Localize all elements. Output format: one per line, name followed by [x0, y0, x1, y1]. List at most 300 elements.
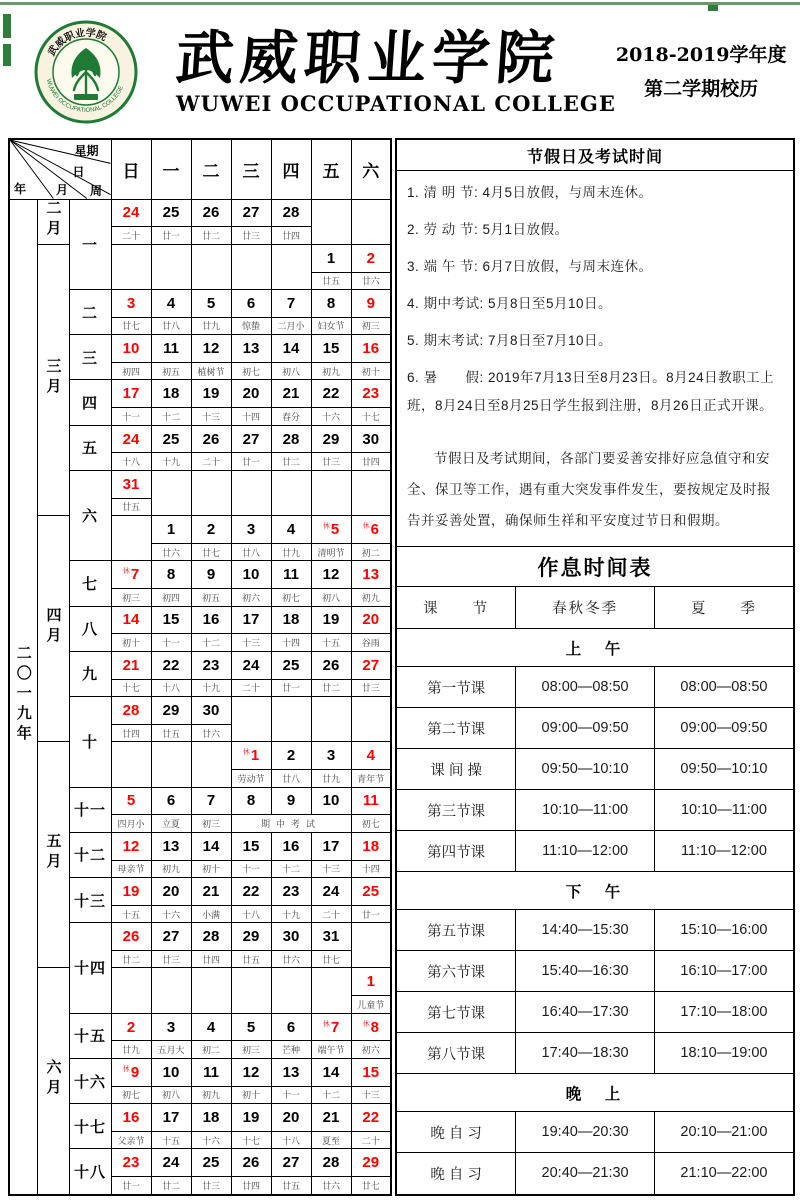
calendar-day-cell: 14	[191, 832, 231, 860]
month-label-cell	[37, 742, 69, 968]
page-header	[0, 0, 800, 138]
lunar-label-cell: 母亲节	[111, 860, 151, 877]
month-label-text: 四月	[44, 606, 62, 647]
schedule-section-row	[397, 629, 793, 667]
schedule-period-cell: 晚 自 习	[397, 1153, 516, 1194]
month-label-text: 三月	[44, 357, 62, 398]
calendar-day-cell: 2	[191, 516, 231, 544]
schedule-time-cell: 14:40—15:30	[516, 910, 655, 951]
lunar-label-cell: 初七	[111, 1086, 151, 1103]
weekday-header-wed: 三	[231, 139, 271, 199]
empty-day-cell	[311, 697, 351, 742]
calendar-day-cell: 6	[151, 787, 191, 815]
lunar-label-cell: 十一	[271, 1086, 311, 1103]
college-title-block	[173, 24, 616, 116]
calendar-day-cell: 30	[351, 425, 391, 453]
calendar-day-cell: 28	[271, 199, 311, 227]
month-label-cell	[37, 968, 69, 1195]
calendar-day-cell: 26	[191, 425, 231, 453]
calendar-day-cell: 26	[231, 1149, 271, 1177]
corner-label-month: 月	[56, 182, 69, 197]
schedule-period-cell: 第八节课	[397, 1033, 516, 1074]
empty-day-cell	[191, 470, 231, 515]
lunar-label-cell: 廿一	[111, 1177, 151, 1195]
empty-day-cell	[271, 244, 311, 289]
holiday-item: 3. 端 午 节: 6月7日放假，与周末连休。	[407, 259, 653, 274]
calendar-day-cell: 27	[231, 199, 271, 227]
calendar-day-cell: 4	[191, 1013, 231, 1041]
lunar-label-cell: 廿四	[351, 453, 391, 470]
calendar-day-cell: 29	[311, 425, 351, 453]
holiday-mark: 休	[322, 1020, 330, 1028]
lunar-label-cell: 廿一	[271, 679, 311, 696]
schedule-header-summer: 夏 季	[654, 587, 793, 629]
calendar-date-row	[9, 244, 391, 272]
schedule-section-row	[397, 1074, 793, 1112]
calendar-day-cell: 10	[151, 1058, 191, 1086]
calendar-day-cell: 20	[151, 878, 191, 906]
lunar-label-cell: 十五	[151, 1131, 191, 1148]
calendar-day-cell: 1	[311, 244, 351, 272]
college-seal-logo	[34, 20, 138, 124]
calendar-day-cell: 26	[191, 199, 231, 227]
calendar-day-cell: 23	[111, 1149, 151, 1177]
lunar-label-cell: 廿二	[311, 679, 351, 696]
schedule-period-cell: 晚 自 习	[397, 1112, 516, 1153]
lunar-label-cell: 端午节	[311, 1041, 351, 1058]
calendar-day-cell: 27	[351, 651, 391, 679]
month-label-text: 六月	[44, 1058, 62, 1099]
semester-line: 第二学期校历	[644, 78, 759, 100]
week-number-cell: 十一	[69, 787, 111, 832]
lunar-label-cell: 初七	[271, 589, 311, 606]
calendar-day-cell: 27	[151, 923, 191, 951]
calendar-day-cell: 28	[191, 923, 231, 951]
calendar-header-row	[9, 139, 391, 199]
schedule-time-cell: 11:10—12:00	[654, 831, 793, 872]
schedule-row	[397, 1153, 793, 1194]
logo-arc-bottom-text: WUWEI OCCUPATIONAL COLLEGE	[44, 78, 125, 115]
lunar-label-cell: 廿六	[271, 951, 311, 968]
calendar-day-cell: 25	[351, 878, 391, 906]
lunar-label-cell: 廿八	[151, 317, 191, 334]
holiday-item: 1. 清 明 节: 4月5日放假，与周末连休。	[407, 185, 653, 200]
calendar-day-cell: 6	[271, 1013, 311, 1041]
calendar-day-cell: 8	[151, 561, 191, 589]
calendar-day-cell: 26	[111, 923, 151, 951]
calendar-day-cell: 21	[311, 1104, 351, 1132]
calendar-day-cell: 22	[151, 651, 191, 679]
calendar-day-cell: 11	[191, 1058, 231, 1086]
lunar-label-cell: 春分	[271, 408, 311, 425]
schedule-time-cell: 08:00—08:50	[654, 667, 793, 708]
calendar-day-cell: 25	[151, 425, 191, 453]
weekday-header-mon: 一	[151, 139, 191, 199]
calendar-day-cell: 6	[231, 289, 271, 317]
lunar-label-cell: 廿三	[311, 453, 351, 470]
schedule-row	[397, 951, 793, 992]
calendar-day-cell: $^休$8	[351, 1013, 391, 1041]
week-number-cell: 三	[69, 335, 111, 380]
lunar-label-cell: 夏至	[311, 1131, 351, 1148]
schedule-time-cell: 17:10—18:00	[654, 992, 793, 1033]
week-number-cell: 八	[69, 606, 111, 651]
logo-arc-top-text: 武威职业学院	[46, 27, 108, 59]
academic-year-line: 2018-2019学年度	[615, 43, 787, 66]
schedule-period-cell: 第一节课	[397, 667, 516, 708]
calendar-day-cell: 17	[111, 380, 151, 408]
schedule-time-cell: 09:00—09:50	[516, 708, 655, 749]
calendar-day-cell: $^休$9	[111, 1058, 151, 1086]
week-number-cell: 十三	[69, 878, 111, 923]
lunar-label-cell: 十九	[271, 905, 311, 922]
corner-label-day: 日	[72, 165, 85, 179]
lunar-label-cell: 十二	[311, 1086, 351, 1103]
schedule-time-cell: 11:10—12:00	[516, 831, 655, 872]
schedule-time-cell: 09:50—10:10	[516, 749, 655, 790]
schedule-period-cell: 第四节课	[397, 831, 516, 872]
calendar-day-cell: 1	[151, 516, 191, 544]
lunar-label-cell: 初九	[351, 589, 391, 606]
lunar-label-cell: 初六	[351, 1041, 391, 1058]
lunar-label-cell: 廿二	[151, 1177, 191, 1195]
lunar-label-cell: 廿四	[191, 951, 231, 968]
schedule-time-cell: 08:00—08:50	[516, 667, 655, 708]
weekday-header-thu: 四	[271, 139, 311, 199]
lunar-label-cell: 二十	[231, 679, 271, 696]
schedule-row	[397, 831, 793, 872]
lunar-label-cell: 廿三	[151, 951, 191, 968]
calendar-day-cell: 25	[151, 199, 191, 227]
calendar-day-cell: 31	[111, 470, 151, 498]
holiday-mark: 休	[362, 1020, 370, 1028]
calendar-day-cell: 2	[271, 742, 311, 770]
calendar-day-cell: 15	[351, 1058, 391, 1086]
class-schedule-table	[397, 586, 793, 1194]
lunar-label-cell: 五月大	[151, 1041, 191, 1058]
lunar-label-cell: 十五	[311, 634, 351, 651]
lunar-label-cell: 妇女节	[311, 317, 351, 334]
lunar-label-cell: 廿一	[231, 453, 271, 470]
holiday-item: 2. 劳 动 节: 5月1日放假。	[407, 222, 569, 237]
lunar-label-cell: 廿九	[271, 543, 311, 560]
lunar-label-cell: 廿四	[271, 227, 311, 244]
lunar-label-cell: 初十	[111, 634, 151, 651]
lunar-label-cell: 十三	[311, 860, 351, 877]
calendar-day-cell: 18	[191, 1104, 231, 1132]
empty-day-cell	[111, 968, 151, 1013]
lunar-label-cell: 廿三	[351, 679, 391, 696]
calendar-day-cell: 19	[231, 1104, 271, 1132]
lunar-label-cell: 廿一	[351, 905, 391, 922]
lunar-label-cell: 廿七	[111, 317, 151, 334]
week-number-cell: 四	[69, 380, 111, 425]
calendar-day-cell: 24	[151, 1149, 191, 1177]
empty-day-cell	[151, 244, 191, 289]
calendar-day-cell: 1	[351, 968, 391, 996]
calendar-day-cell: 23	[351, 380, 391, 408]
lunar-label-cell: 十六	[191, 1131, 231, 1148]
lunar-label-cell: 十四	[351, 860, 391, 877]
calendar-day-cell: 21	[191, 878, 231, 906]
calendar-day-cell: 17	[311, 832, 351, 860]
calendar-day-cell: 13	[351, 561, 391, 589]
lunar-label-cell: 初九	[151, 860, 191, 877]
lunar-label-cell: 十九	[151, 453, 191, 470]
holiday-item: 4. 期中考试: 5月8日至5月10日。	[407, 296, 613, 311]
lunar-label-cell: 初三	[231, 1041, 271, 1058]
empty-day-cell	[351, 697, 391, 742]
lunar-label-cell: 初八	[271, 362, 311, 379]
week-number-cell: 十	[69, 697, 111, 787]
calendar-day-cell: $^休$7	[311, 1013, 351, 1041]
schedule-row	[397, 910, 793, 951]
lunar-label-cell: 十二	[191, 634, 231, 651]
calendar-day-cell: 22	[231, 878, 271, 906]
corner-label-zhou: 周	[90, 183, 103, 198]
lunar-label-cell: 二十	[351, 1131, 391, 1148]
lunar-label-cell: 二十	[311, 905, 351, 922]
lunar-label-cell: 廿七	[191, 543, 231, 560]
empty-day-cell	[351, 199, 391, 244]
calendar-date-row	[9, 968, 391, 996]
calendar-day-cell: $^休$7	[111, 561, 151, 589]
calendar-day-cell: 16	[271, 832, 311, 860]
calendar-day-cell: 14	[271, 335, 311, 363]
calendar-day-cell: 29	[231, 923, 271, 951]
lunar-label-cell: 十四	[271, 634, 311, 651]
lunar-label-cell: 廿一	[151, 227, 191, 244]
schedule-header-period: 课 节	[397, 587, 516, 629]
lunar-label-cell: 初五	[151, 362, 191, 379]
empty-day-cell	[111, 742, 151, 787]
lunar-label-cell: 初三	[351, 317, 391, 334]
calendar-day-cell: 9	[191, 561, 231, 589]
calendar-day-cell: 3	[111, 289, 151, 317]
main-content	[0, 138, 800, 1202]
schedule-period-cell: 课 间 操	[397, 749, 516, 790]
lunar-label-cell: 廿八	[271, 770, 311, 787]
schedule-row	[397, 1112, 793, 1153]
empty-day-cell	[271, 968, 311, 1013]
weekday-header-fri: 五	[311, 139, 351, 199]
calendar-day-cell: 28	[111, 697, 151, 725]
calendar-day-cell: 5	[191, 289, 231, 317]
calendar-day-cell: 8	[231, 787, 271, 815]
lunar-label-cell: 十七	[351, 408, 391, 425]
schedule-period-cell: 第七节课	[397, 992, 516, 1033]
calendar-day-cell: 3	[231, 516, 271, 544]
schedule-time-cell: 10:10—11:00	[516, 790, 655, 831]
schedule-time-cell: 16:40—17:30	[516, 992, 655, 1033]
lunar-label-cell: 十五	[111, 905, 151, 922]
lunar-label-cell: 廿七	[311, 951, 351, 968]
schedule-time-cell: 21:10—22:00	[654, 1153, 793, 1194]
empty-day-cell	[231, 697, 271, 742]
calendar-table	[8, 138, 392, 1196]
lunar-label-cell: 初八	[151, 1086, 191, 1103]
schedule-header-row	[397, 587, 793, 629]
lunar-label-cell: 初二	[351, 543, 391, 560]
calendar-day-cell: 16	[111, 1104, 151, 1132]
empty-day-cell	[351, 923, 391, 968]
schedule-row	[397, 708, 793, 749]
calendar-day-cell: 31	[311, 923, 351, 951]
calendar-day-cell: 24	[111, 425, 151, 453]
lunar-label-cell: 廿四	[231, 1177, 271, 1195]
schedule-time-cell: 09:50—10:10	[654, 749, 793, 790]
holiday-item: 6. 暑 假: 2019年7月13日至8月23日。8月24日教职工上班，8月24日至8月25日学生报到注册，8月26日正式开课。	[407, 370, 775, 413]
year-label-cell	[9, 199, 37, 1195]
lunar-label-cell: 二月小	[271, 317, 311, 334]
schedule-section-title: 作息时间表	[397, 546, 793, 586]
schedule-row	[397, 992, 793, 1033]
lunar-label-cell: 十九	[191, 679, 231, 696]
midterm-exam-merged-cell: 期中考试	[231, 815, 351, 832]
schedule-period-cell: 第二节课	[397, 708, 516, 749]
lunar-label-cell: 十八	[151, 679, 191, 696]
week-number-cell: 五	[69, 425, 111, 470]
college-name-english: WUWEI OCCUPATIONAL COLLEGE	[176, 90, 616, 116]
lunar-label-cell: 廿六	[311, 1177, 351, 1195]
schedule-time-cell: 15:10—16:00	[654, 910, 793, 951]
calendar-day-cell: 13	[151, 832, 191, 860]
lunar-label-cell: 四月小	[111, 815, 151, 832]
lunar-label-cell: 廿九	[311, 770, 351, 787]
lunar-label-cell: 二十	[191, 453, 231, 470]
calendar-day-cell: 23	[271, 878, 311, 906]
calendar-day-cell: 4	[351, 742, 391, 770]
empty-day-cell	[111, 244, 151, 289]
calendar-day-cell: 29	[151, 697, 191, 725]
calendar-day-cell: 15	[311, 335, 351, 363]
calendar-day-cell: 14	[311, 1058, 351, 1086]
lunar-label-cell: 初九	[311, 362, 351, 379]
schedule-time-cell: 15:40—16:30	[516, 951, 655, 992]
holiday-list	[397, 171, 793, 429]
empty-day-cell	[231, 470, 271, 515]
lunar-label-cell: 廿六	[151, 543, 191, 560]
lunar-label-cell: 初四	[151, 589, 191, 606]
calendar-day-cell: 24	[111, 199, 151, 227]
lunar-label-cell: 十八	[231, 905, 271, 922]
week-number-cell: 十八	[69, 1149, 111, 1195]
schedule-section-label: 晚 上	[397, 1074, 793, 1112]
calendar-day-cell: 3	[311, 742, 351, 770]
weekday-header-sun: 日	[111, 139, 151, 199]
calendar-day-cell: 16	[191, 606, 231, 634]
empty-day-cell	[311, 199, 351, 244]
empty-day-cell	[271, 470, 311, 515]
calendar-day-cell: 2	[351, 244, 391, 272]
schedule-time-cell: 19:40—20:30	[516, 1112, 655, 1153]
weekday-header-tue: 二	[191, 139, 231, 199]
lunar-label-cell: 初七	[231, 362, 271, 379]
lunar-label-cell: 廿三	[231, 227, 271, 244]
lunar-label-cell: 廿七	[351, 1177, 391, 1195]
college-name-chinese: 武威职业学院	[173, 24, 563, 93]
notice-paragraph: 节假日及考试期间，各部门要妥善安排好应急值守和安全、保卫等工作，遇有重大突发事件发生，要按规定及时报告并妥善处置，确保师生祥和平安度过节日和假期。	[407, 451, 771, 528]
lunar-label-cell: 初九	[191, 1086, 231, 1103]
calendar-day-cell: 17	[151, 1104, 191, 1132]
holiday-mark: 休	[362, 523, 370, 531]
schedule-section-label: 下 午	[397, 872, 793, 910]
lunar-label-cell: 廿五	[271, 1177, 311, 1195]
schedule-period-cell: 第六节课	[397, 951, 516, 992]
calendar-day-cell: 10	[111, 335, 151, 363]
calendar-day-cell: 22	[311, 380, 351, 408]
calendar-day-cell: 18	[151, 380, 191, 408]
empty-day-cell	[231, 244, 271, 289]
lunar-label-cell: 二十	[111, 227, 151, 244]
lunar-label-cell: 初五	[191, 589, 231, 606]
month-label-cell	[37, 199, 69, 244]
lunar-label-cell: 十一	[151, 634, 191, 651]
schedule-time-cell: 20:40—21:30	[516, 1153, 655, 1194]
lunar-label-cell: 芒种	[271, 1041, 311, 1058]
calendar-day-cell: 19	[191, 380, 231, 408]
calendar-day-cell: 27	[271, 1149, 311, 1177]
lunar-label-cell: 初十	[231, 1086, 271, 1103]
calendar-day-cell: $^休$5	[311, 516, 351, 544]
lunar-label-cell: 廿三	[191, 1177, 231, 1195]
empty-day-cell	[191, 244, 231, 289]
week-number-cell: 二	[69, 289, 111, 334]
calendar-date-row	[9, 199, 391, 227]
lunar-label-cell: 廿九	[111, 1041, 151, 1058]
calendar-day-cell: 24	[231, 651, 271, 679]
schedule-period-cell: 第五节课	[397, 910, 516, 951]
empty-day-cell	[231, 968, 271, 1013]
lunar-label-cell: 初六	[231, 589, 271, 606]
week-number-cell: 十七	[69, 1104, 111, 1149]
lunar-label-cell: 惊蛰	[231, 317, 271, 334]
lunar-label-cell: 初三	[191, 815, 231, 832]
calendar-day-cell: 11	[271, 561, 311, 589]
lunar-label-cell: 廿二	[271, 453, 311, 470]
holiday-item: 5. 期末考试: 7月8日至7月10日。	[407, 333, 613, 348]
calendar-day-cell: $^休$6	[351, 516, 391, 544]
calendar-day-cell: 30	[191, 697, 231, 725]
calendar-day-cell: 17	[231, 606, 271, 634]
month-label-cell	[37, 244, 69, 515]
calendar-day-cell: 25	[191, 1149, 231, 1177]
lunar-label-cell: 初十	[191, 860, 231, 877]
calendar-day-cell: 15	[151, 606, 191, 634]
calendar-day-cell: 21	[111, 651, 151, 679]
calendar-day-cell: 11	[151, 335, 191, 363]
right-panel	[395, 138, 795, 1196]
schedule-time-cell: 18:10—19:00	[654, 1033, 793, 1074]
lunar-label-cell: 廿六	[191, 724, 231, 741]
calendar-day-cell: 28	[271, 425, 311, 453]
lunar-label-cell: 十二	[151, 408, 191, 425]
empty-day-cell	[271, 697, 311, 742]
calendar-day-cell: 21	[271, 380, 311, 408]
lunar-label-cell: 廿五	[311, 272, 351, 289]
holiday-mark: 休	[122, 1065, 130, 1073]
calendar-day-cell: 5	[231, 1013, 271, 1041]
lunar-label-cell: 父亲节	[111, 1131, 151, 1148]
calendar-day-cell: 2	[111, 1013, 151, 1041]
lunar-label-cell: 初四	[111, 362, 151, 379]
lunar-label-cell: 十三	[231, 634, 271, 651]
week-number-cell: 十五	[69, 1013, 111, 1058]
lunar-label-cell: 廿六	[351, 272, 391, 289]
calendar-day-cell: 7	[191, 787, 231, 815]
empty-day-cell	[191, 968, 231, 1013]
calendar-day-cell: 13	[231, 335, 271, 363]
